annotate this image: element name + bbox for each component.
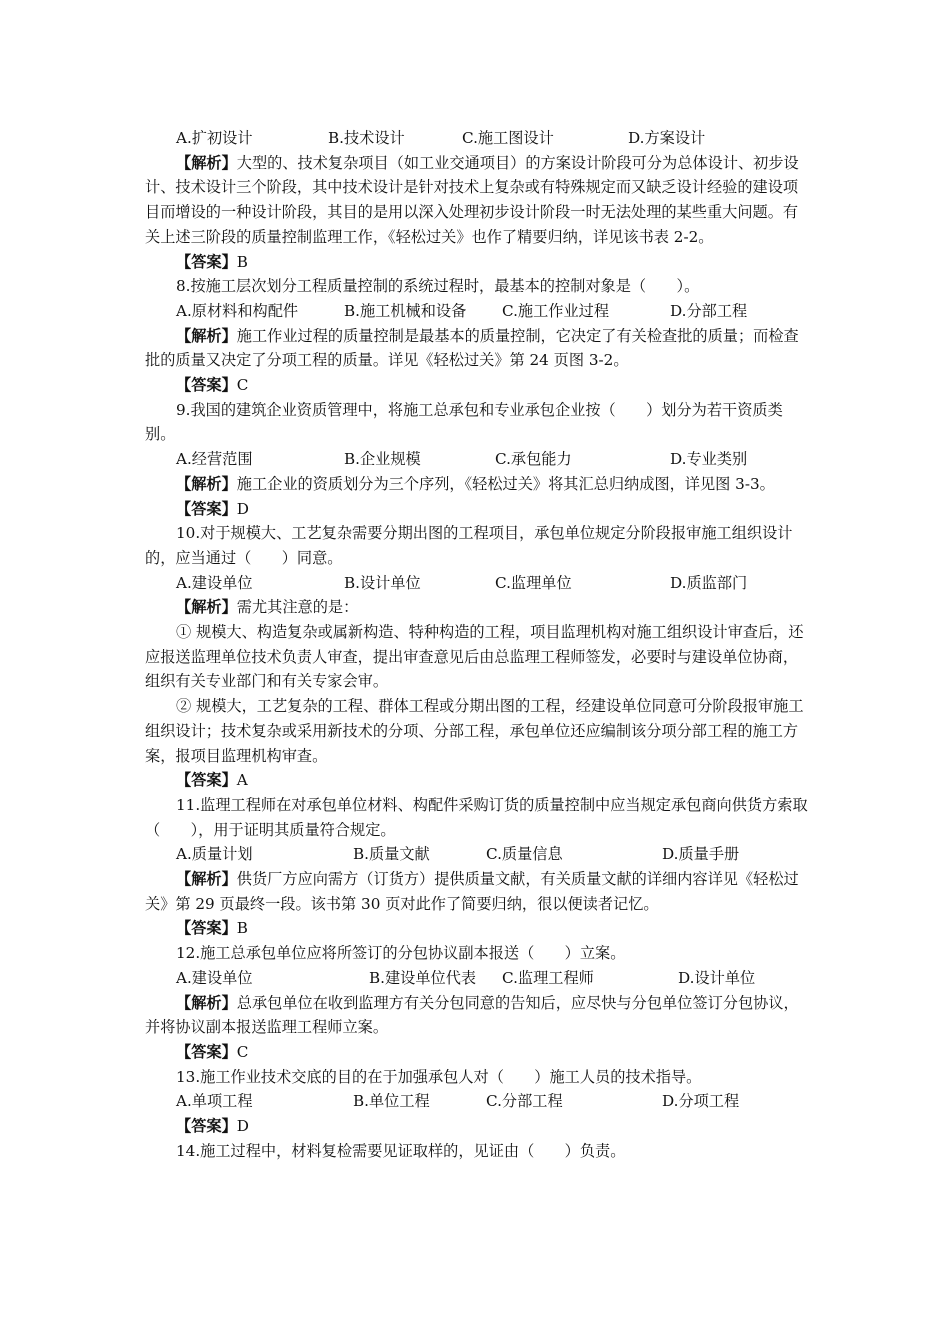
q8-answer: [145, 373, 810, 398]
q8-stem: 8.按施工层次划分工程质量控制的系统过程时，最基本的控制对象是（ ）。: [176, 277, 700, 296]
q10-option-b: B.设计单位: [344, 573, 421, 592]
q11-option-b: B.质量文献: [353, 845, 430, 864]
q11-option-d: D.质量手册: [662, 845, 740, 864]
q10-stem: 10.对于规模大、工艺复杂需要分期出图的工程项目，承包单位规定分阶段报审施工组织设计的，应当通过（ ）同意。: [145, 524, 793, 567]
answer-tag: 【答案】: [176, 771, 237, 790]
q13-answer: [145, 1114, 810, 1139]
q10-option-c: C.监理单位: [495, 573, 572, 592]
q13-options: [145, 1089, 810, 1114]
q7-option-d: D.方案设计: [628, 129, 706, 147]
q8-analysis: [145, 324, 810, 373]
q12-analysis-text: 总承包单位在收到监理方有关分包同意的告知后，应尽快与分包单位签订分包协议，并将协议副本报送监理工程师立案。: [145, 993, 799, 1037]
q9-option-d: D.专业类别: [670, 450, 748, 469]
q12-option-c: C.监理工程师: [502, 968, 594, 987]
q13-answer-value: D: [236, 1117, 249, 1136]
q10-option-d: D.质监部门: [670, 573, 748, 592]
q11-stem: 11.监理工程师在对承包单位材料、构配件采购订货的质量控制中应当规定承包商向供货方索取（ ），用于证明其质量符合规定。: [145, 795, 808, 839]
q7-option-a: A.扩初设计: [176, 129, 253, 147]
q8-answer-value: C: [236, 376, 249, 394]
answer-tag: 【答案】: [176, 919, 237, 938]
q10-options: [145, 571, 810, 596]
q7-analysis: [145, 151, 810, 250]
q7-options: [145, 126, 810, 151]
document-page: [145, 126, 810, 1163]
q12-answer-value: C: [236, 1042, 249, 1061]
q13-option-d: D.分项工程: [662, 1092, 740, 1111]
q13-option-b: B.单位工程: [353, 1092, 430, 1111]
q8-option-a: A.原材料和构配件: [176, 301, 299, 320]
q7-answer: [145, 250, 810, 275]
analysis-tag: 【解析】: [176, 870, 237, 889]
answer-tag: 【答案】: [176, 376, 237, 394]
q12-option-d: D.设计单位: [678, 968, 756, 987]
q9-stem: 9.我国的建筑企业资质管理中，将施工总承包和专业承包企业按（ ）划分为若干资质类别。: [145, 400, 783, 444]
q10-point-2: ② 规模大，工艺复杂的工程、群体工程或分期出图的工程，经建设单位同意可分阶段报审施工组织设计；技术复杂或采用新技术的分项、分部工程，承包单位还应编制该分项分部工程的施工方案，报项目监理机构审查。: [145, 697, 804, 765]
answer-tag: 【答案】: [176, 1042, 237, 1061]
q12-option-a: A.建设单位: [176, 968, 253, 987]
analysis-tag: 【解析】: [176, 474, 237, 493]
q11-option-a: A.质量计划: [176, 845, 253, 864]
q10-analysis: [145, 595, 810, 620]
q8-options: [145, 299, 810, 324]
q11-answer-value: B: [236, 919, 248, 938]
q12-stem: 12.施工总承包单位应将所签订的分包协议副本报送（ ）立案。: [176, 944, 626, 963]
answer-tag: 【答案】: [176, 499, 237, 518]
q7-option-b: B.技术设计: [328, 129, 405, 147]
analysis-tag: 【解析】: [176, 993, 237, 1012]
q8-analysis-text: 施工作业过程的质量控制是最基本的质量控制，它决定了有关检查批的质量；而检查批的质量又决定了分项工程的质量。详见《轻松过关》第 24 页图 3-2。: [145, 326, 799, 370]
q9-option-b: B.企业规模: [344, 450, 421, 469]
q10-answer-value: A: [236, 771, 248, 790]
q10-point-1: ① 规模大、构造复杂或属新构造、特种构造的工程，项目监理机构对施工组织设计审查后，还应报送监理单位技术负责人审查，提出审查意见后由总监理工程师签发，必要时与建设单位协商，组织有关专业部门和有关专家会审。: [145, 623, 804, 691]
q9-analysis: [145, 472, 810, 497]
q11-options: [145, 842, 810, 867]
q11-analysis-text: 供货厂方应向需方（订货方）提供质量文献，有关质量文献的详细内容详见《轻松过关》第 29 页最终一段。该书第 30 页对此作了简要归纳，很以便读者记忆。: [145, 870, 799, 913]
q13-stem: 13.施工作业技术交底的目的在于加强承包人对（ ）施工人员的技术指导。: [176, 1067, 702, 1086]
q10-option-a: A.建设单位: [176, 573, 253, 592]
q11-answer: [145, 916, 810, 941]
q9-options: [145, 447, 810, 472]
q12-option-b: B.建设单位代表: [369, 968, 477, 987]
q7-option-c: C.施工图设计: [462, 129, 554, 147]
q9-option-c: C.承包能力: [495, 450, 572, 469]
q12-analysis: [145, 991, 810, 1040]
q9-option-a: A.经营范围: [176, 450, 253, 469]
q10-answer: [145, 768, 810, 793]
analysis-tag: 【解析】: [176, 598, 237, 617]
q11-option-c: C.质量信息: [486, 845, 563, 864]
q9-answer: [145, 497, 810, 522]
q7-analysis-text: 大型的、技术复杂项目（如工业交通项目）的方案设计阶段可分为总体设计、初步设计、技术设计三个阶段，其中技术设计是针对技术上复杂或有特殊规定而又缺乏设计经验的建设项目而增设的一种设计阶段，其目的是用以深入处理初步设计阶段一时无法处理的某些重大问题。有关上述三阶段的质量控制监理工作，《轻松过关》也作了精要归纳，详见该书表 2-2。: [145, 153, 799, 246]
q9-analysis-text: 施工企业的资质划分为三个序列，《轻松过关》将其汇总归纳成图，详见图 3-3。: [236, 474, 775, 493]
answer-tag: 【答案】: [176, 252, 237, 271]
q12-options: [145, 966, 810, 991]
q10-analysis-text: 需尤其注意的是：: [236, 598, 359, 617]
q13-option-c: C.分部工程: [486, 1092, 563, 1111]
q8-option-c: C.施工作业过程: [502, 301, 610, 320]
q7-answer-value: B: [236, 252, 248, 271]
q8-option-d: D.分部工程: [670, 301, 748, 320]
answer-tag: 【答案】: [176, 1117, 237, 1136]
q9-answer-value: D: [236, 499, 249, 518]
q11-analysis: [145, 867, 810, 916]
q14-stem: 14.施工过程中，材料复检需要见证取样的，见证由（ ）负责。: [176, 1141, 626, 1160]
analysis-tag: 【解析】: [176, 153, 237, 172]
q13-option-a: A.单项工程: [176, 1092, 253, 1111]
q12-answer: [145, 1040, 810, 1065]
analysis-tag: 【解析】: [176, 326, 237, 345]
q8-option-b: B.施工机械和设备: [344, 301, 467, 320]
